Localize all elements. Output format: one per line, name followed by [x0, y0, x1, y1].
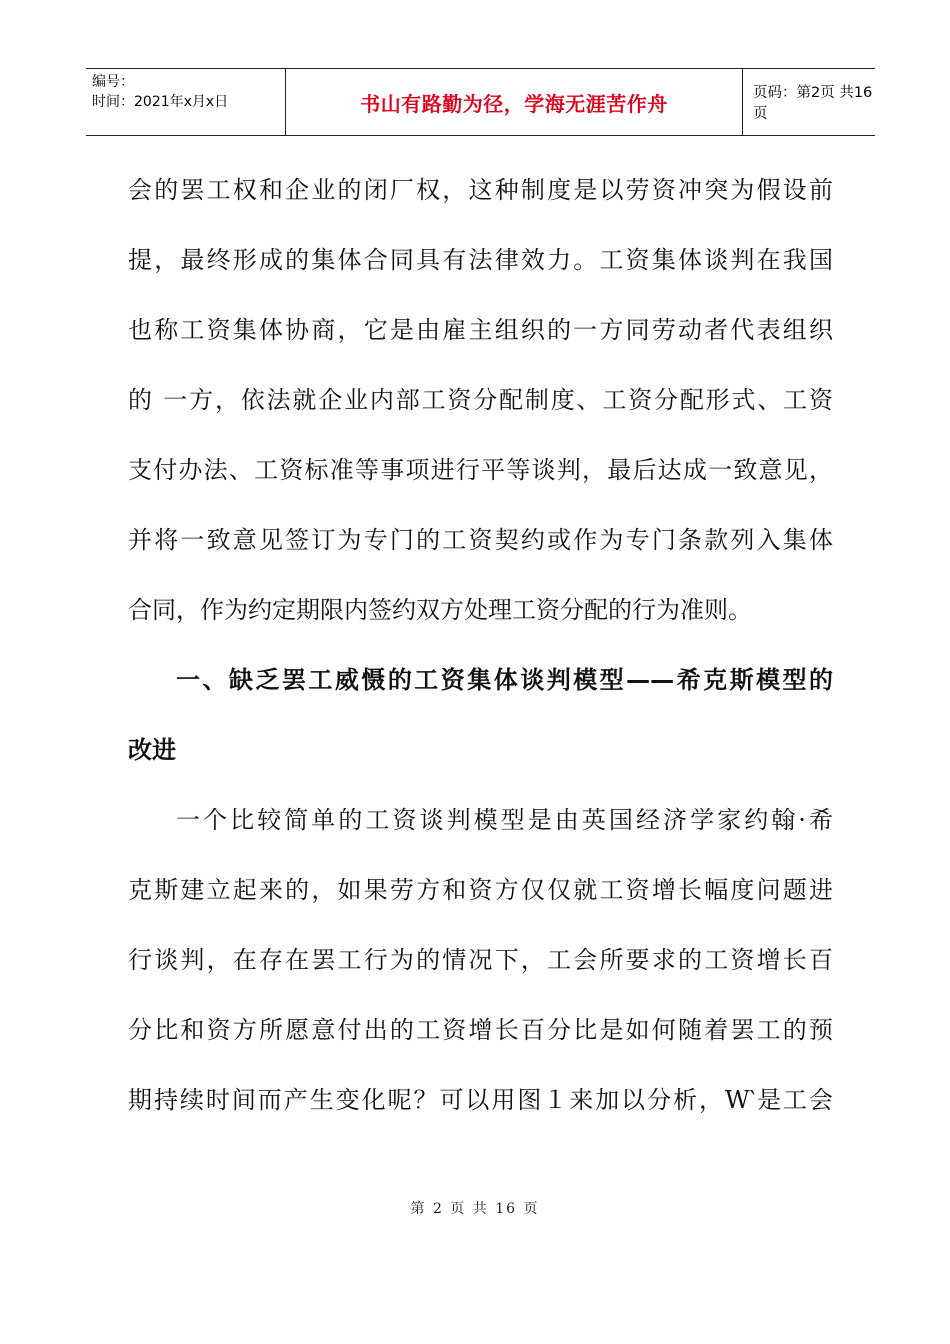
- header-motto-cell: [286, 69, 743, 135]
- paragraph-line: 分比和资方所愿意付出的工资增长百分比是如何随着罢工的预: [128, 1016, 833, 1044]
- header-page-info: 页码：第2页 共16页: [753, 85, 873, 122]
- paragraph-line: 一个比较简单的工资谈判模型是由英国经济学家约翰·希: [176, 806, 833, 834]
- paragraph-line: 行谈判，在存在罢工行为的情况下，工会所要求的工资增长百: [128, 946, 833, 974]
- section-heading-continued: 改进: [128, 736, 176, 764]
- document-number-label: 编号：: [92, 74, 134, 90]
- paragraph-line: 期持续时间而产生变化呢？可以用图１来加以分析，W‵是工会: [128, 1086, 833, 1114]
- paragraph-line: 也称工资集体协商，它是由雇主组织的一方同劳动者代表组织: [128, 316, 833, 344]
- paragraph-line: 支付办法、工资标准等事项进行平等谈判，最后达成一致意见，: [128, 456, 833, 484]
- paragraph-line: 合同，作为约定期限内签约双方处理工资分配的行为准则。: [128, 596, 752, 624]
- document-time-label: 时间：2021年x月x日: [92, 94, 229, 110]
- page-header: [86, 68, 875, 136]
- paragraph-line: 提，最终形成的集体合同具有法律效力。工资集体谈判在我国: [128, 246, 833, 274]
- paragraph-line: 并将一致意见签订为专门的工资契约或作为专门条款列入集体: [128, 526, 833, 554]
- document-body: [128, 170, 833, 1150]
- header-meta: [86, 69, 286, 135]
- section-heading: 一、缺乏罢工威慑的工资集体谈判模型——希克斯模型的: [176, 666, 833, 694]
- page-footer: 第 2 页 共 16 页: [410, 1201, 540, 1217]
- paragraph-line: 克斯建立起来的，如果劳方和资方仅仅就工资增长幅度问题进: [128, 876, 833, 904]
- paragraph-line: 的 一方，依法就企业内部工资分配制度、工资分配形式、工资: [128, 386, 833, 414]
- header-motto: 书山有路勤为径，学海无涯苦作舟: [360, 91, 668, 116]
- paragraph-line: 会的罢工权和企业的闭厂权，这种制度是以劳资冲突为假设前: [128, 176, 833, 204]
